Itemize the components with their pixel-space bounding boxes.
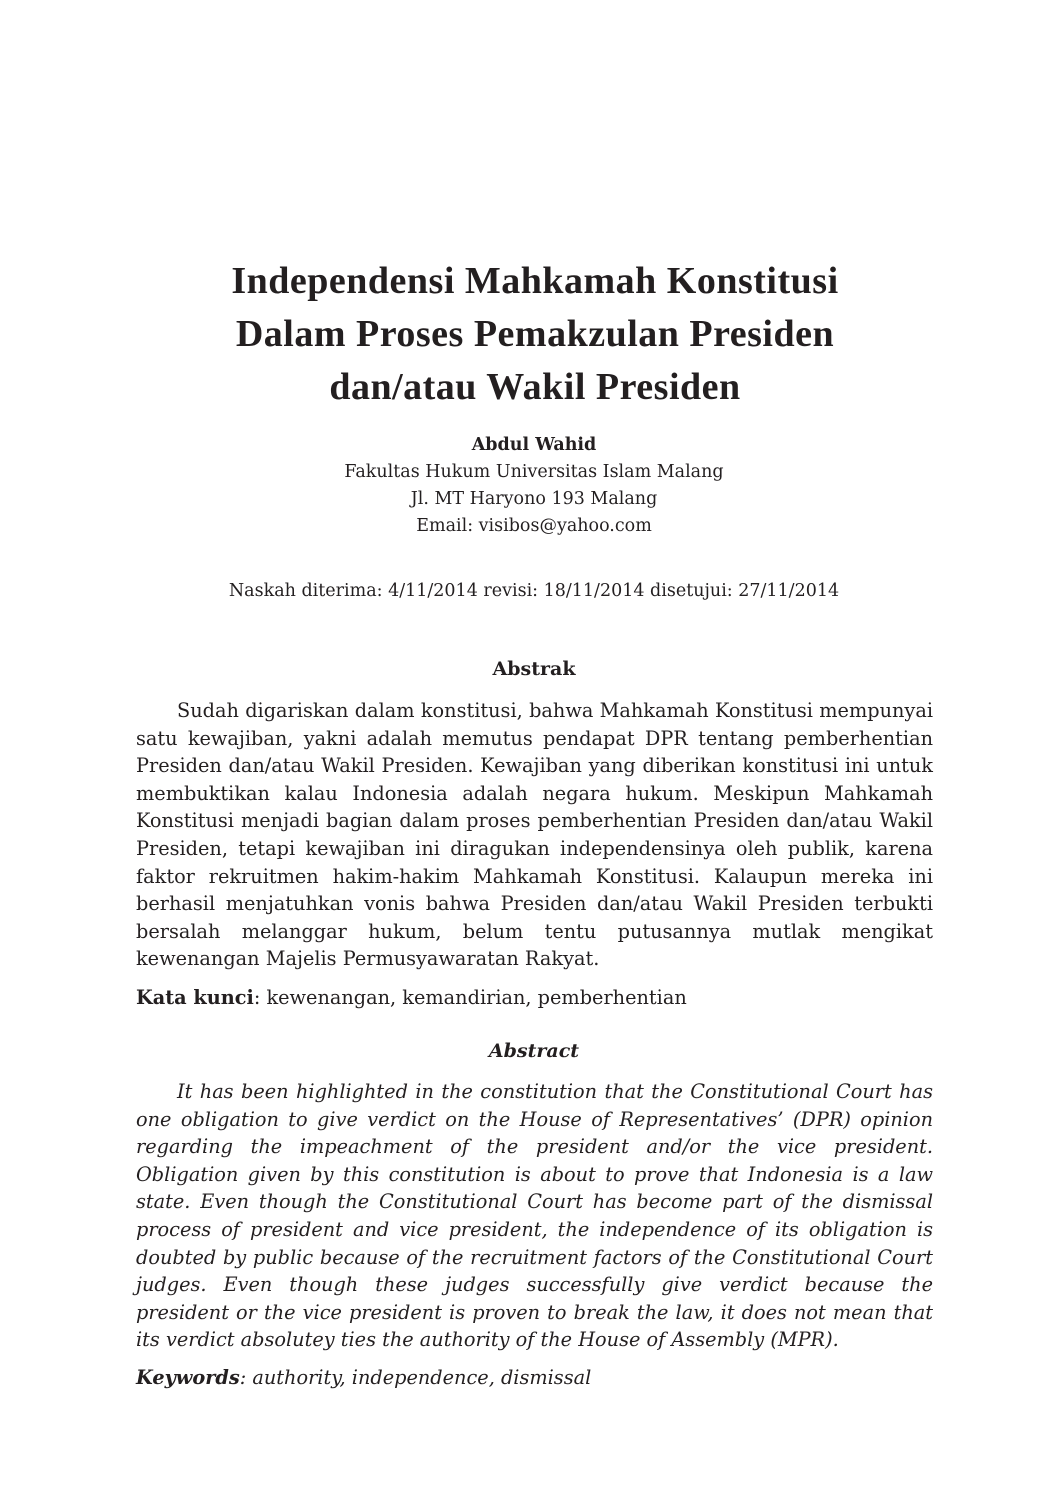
paper-title — [60, 255, 1010, 414]
keywords — [136, 1364, 933, 1391]
title-line: Dalam Proses Pemakzulan Presiden — [235, 313, 835, 355]
keywords-values: : authority, independence, dismissal — [239, 1366, 592, 1389]
author-name: Abdul Wahid — [471, 435, 597, 455]
author-affiliation: Fakultas Hukum Universitas Islam Malang — [344, 462, 724, 482]
kata-kunci-values: : kewenangan, kemandirian, pemberhentian — [253, 986, 687, 1009]
author-address: Jl. MT Haryono 193 Malang — [410, 489, 658, 509]
title-line: Independensi Mahkamah Konstitusi — [231, 260, 839, 302]
kata-kunci-label: Kata kunci — [136, 986, 254, 1009]
manuscript-dates: Naskah diterima: 4/11/2014 revisi: 18/11/2014 disetujui: 27/11/2014 — [228, 581, 840, 601]
title-line: dan/atau Wakil Presiden — [329, 366, 741, 408]
abstract-body: It has been highlighted in the constitution that the Constitutional Court has one obligation to give verdict on the House of Representatives’ (DPR) opinion regarding the impeachment of the president and/or the vice president. Obligation given by this constitution is about to prove that Indonesia is a law state. Even though the Constitutional Court has become part of the dismissal process of president and vice president, the independence of its obligation is doubted by public because of the recruitment factors of the Constitutional Court judges. Even though these judges successfully give verdict because the president or the vice president is proven to break the law, it does not mean that its verdict absolutey ties the authority of the House of Assembly (MPR). — [136, 1080, 933, 1352]
abstrak-body: Sudah digariskan dalam konstitusi, bahwa Mahkamah Konstitusi mempunyai satu kewajiban, yakni adalah memutus pendapat DPR tentang pemberhentian Presiden dan/atau Wakil Presiden. Kewajiban yang diberikan konstitusi ini untuk membuktikan kalau Indonesia adalah negara hukum. Meskipun Mahkamah Konstitusi menjadi bagian dalam proses pemberhentian Presiden dan/atau Wakil Presiden, tetapi kewajiban ini diragukan independensinya oleh publik, karena faktor rekruitmen hakim-hakim Mahkamah Konstitusi. Kalaupun mereka ini berhasil menjatuhkan vonis bahwa Presiden dan/atau Wakil Presiden terbukti bersalah melanggar hukum, belum tentu putusannya mutlak mengikat kewenangan Majelis Permusyawaratan Rakyat. — [136, 699, 933, 971]
author-block — [134, 432, 934, 540]
author-email: Email: visibos@yahoo.com — [416, 516, 652, 536]
abstrak-heading: Abstrak — [492, 658, 576, 680]
keywords-label: Keywords — [136, 1366, 240, 1389]
abstract-heading: Abstract — [488, 1040, 580, 1062]
kata-kunci — [136, 984, 933, 1011]
